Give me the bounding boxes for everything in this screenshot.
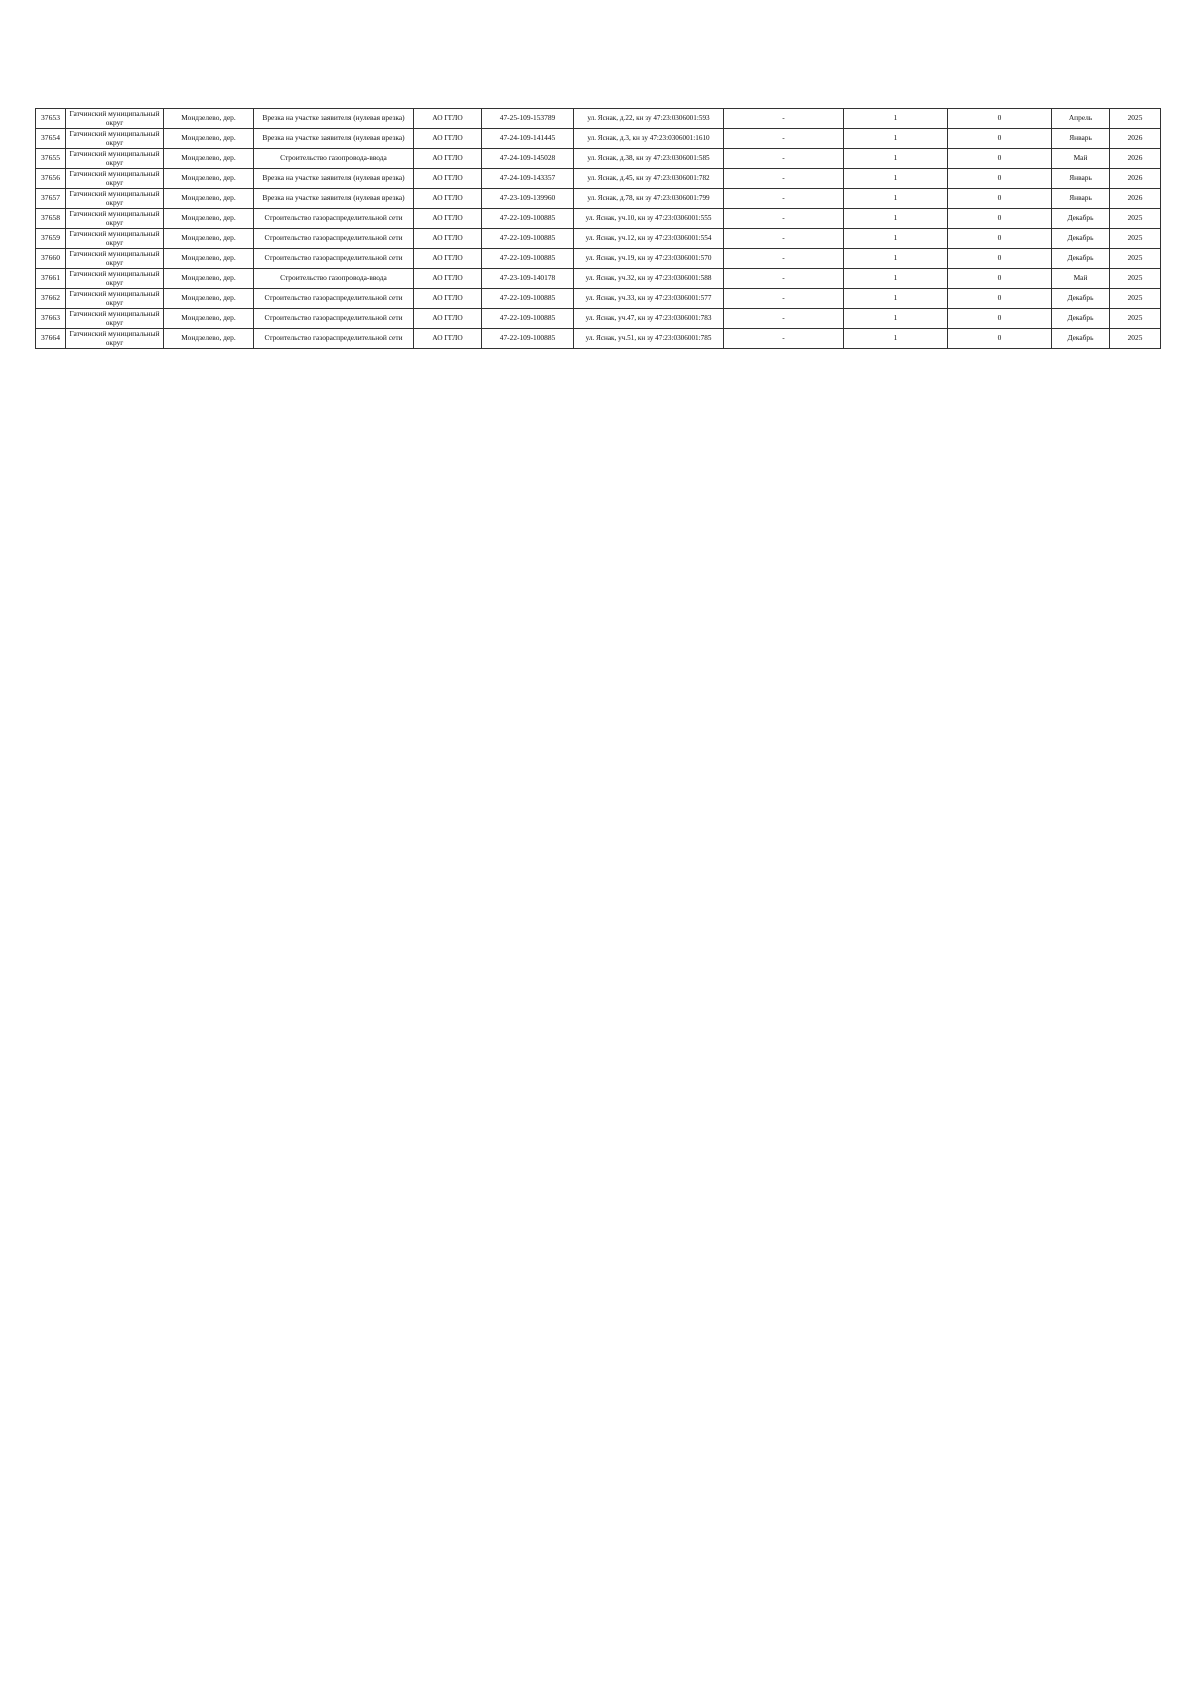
cell-organization: АО ГГЛО [414,269,482,289]
cell-settlement: Мондзелево, дер. [164,329,254,349]
cell-month: Январь [1052,169,1110,189]
cell-organization: АО ГГЛО [414,209,482,229]
cell-house-number: - [724,189,844,209]
document-page [35,108,1160,349]
cell-house-number: - [724,289,844,309]
cell-application-number: 47-24-109-145028 [482,149,574,169]
cell-work-type: Врезка на участке заявителя (нулевая врезка) [254,169,414,189]
cell-year: 2026 [1110,169,1161,189]
cell-row-number: 37661 [36,269,66,289]
cell-year: 2026 [1110,189,1161,209]
cell-work-type: Строительство газопровода-ввода [254,269,414,289]
cell-count-b: 0 [948,169,1052,189]
table-row [36,229,1161,249]
cell-organization: АО ГГЛО [414,129,482,149]
table-row [36,149,1161,169]
cell-application-number: 47-22-109-100885 [482,289,574,309]
cell-count-a: 1 [844,289,948,309]
cell-row-number: 37657 [36,189,66,209]
cell-house-number: - [724,149,844,169]
cell-settlement: Мондзелево, дер. [164,129,254,149]
cell-month: Январь [1052,189,1110,209]
cell-district: Гатчинский муниципальный округ [66,329,164,349]
cell-year: 2025 [1110,229,1161,249]
cell-year: 2026 [1110,149,1161,169]
cell-district: Гатчинский муниципальный округ [66,209,164,229]
cell-year: 2026 [1110,129,1161,149]
cell-work-type: Строительство газораспределительной сети [254,309,414,329]
cell-work-type: Врезка на участке заявителя (нулевая врезка) [254,189,414,209]
cell-address: ул. Яснак, уч.10, кн зу 47:23:0306001:555 [574,209,724,229]
cell-count-b: 0 [948,329,1052,349]
cell-month: Май [1052,269,1110,289]
table-row [36,169,1161,189]
table-row [36,189,1161,209]
table-body [36,109,1161,349]
table-row [36,129,1161,149]
cell-house-number: - [724,269,844,289]
cell-house-number: - [724,109,844,129]
cell-application-number: 47-25-109-153789 [482,109,574,129]
cell-year: 2025 [1110,109,1161,129]
cell-district: Гатчинский муниципальный округ [66,129,164,149]
cell-address: ул. Яснак, д.38, кн зу 47:23:0306001:585 [574,149,724,169]
table-row [36,309,1161,329]
cell-settlement: Мондзелево, дер. [164,229,254,249]
cell-application-number: 47-23-109-140178 [482,269,574,289]
cell-house-number: - [724,309,844,329]
cell-district: Гатчинский муниципальный округ [66,229,164,249]
cell-organization: АО ГГЛО [414,249,482,269]
cell-count-b: 0 [948,229,1052,249]
cell-month: Декабрь [1052,229,1110,249]
cell-house-number: - [724,329,844,349]
cell-year: 2025 [1110,309,1161,329]
cell-year: 2025 [1110,329,1161,349]
cell-count-b: 0 [948,109,1052,129]
cell-application-number: 47-22-109-100885 [482,209,574,229]
cell-settlement: Мондзелево, дер. [164,149,254,169]
table-row [36,249,1161,269]
cell-row-number: 37664 [36,329,66,349]
cell-count-a: 1 [844,149,948,169]
cell-count-b: 0 [948,309,1052,329]
cell-settlement: Мондзелево, дер. [164,209,254,229]
cell-work-type: Врезка на участке заявителя (нулевая врезка) [254,109,414,129]
cell-count-b: 0 [948,269,1052,289]
cell-month: Декабрь [1052,309,1110,329]
cell-organization: АО ГГЛО [414,169,482,189]
cell-application-number: 47-22-109-100885 [482,309,574,329]
cell-count-a: 1 [844,209,948,229]
cell-district: Гатчинский муниципальный округ [66,269,164,289]
cell-application-number: 47-24-109-143357 [482,169,574,189]
cell-address: ул. Яснак, уч.12, кн зу 47:23:0306001:554 [574,229,724,249]
cell-district: Гатчинский муниципальный округ [66,189,164,209]
cell-row-number: 37655 [36,149,66,169]
cell-count-a: 1 [844,309,948,329]
cell-address: ул. Яснак, уч.19, кн зу 47:23:0306001:570 [574,249,724,269]
data-table [35,108,1161,349]
table-row [36,269,1161,289]
cell-month: Декабрь [1052,249,1110,269]
cell-settlement: Мондзелево, дер. [164,289,254,309]
cell-row-number: 37658 [36,209,66,229]
cell-house-number: - [724,249,844,269]
cell-organization: АО ГГЛО [414,289,482,309]
cell-month: Январь [1052,129,1110,149]
cell-row-number: 37656 [36,169,66,189]
cell-district: Гатчинский муниципальный округ [66,289,164,309]
cell-address: ул. Яснак, уч.32, кн зу 47:23:0306001:588 [574,269,724,289]
cell-settlement: Мондзелево, дер. [164,249,254,269]
cell-count-b: 0 [948,249,1052,269]
cell-work-type: Строительство газораспределительной сети [254,329,414,349]
cell-application-number: 47-22-109-100885 [482,329,574,349]
cell-row-number: 37660 [36,249,66,269]
cell-district: Гатчинский муниципальный округ [66,109,164,129]
cell-count-a: 1 [844,109,948,129]
cell-count-a: 1 [844,249,948,269]
cell-year: 2025 [1110,269,1161,289]
cell-house-number: - [724,169,844,189]
cell-district: Гатчинский муниципальный округ [66,249,164,269]
cell-address: ул. Яснак, д.3, кн зу 47:23:0306001:1610 [574,129,724,149]
cell-work-type: Строительство газораспределительной сети [254,209,414,229]
cell-address: ул. Яснак, д.78, кн зу 47:23:0306001:799 [574,189,724,209]
cell-row-number: 37653 [36,109,66,129]
cell-row-number: 37663 [36,309,66,329]
cell-count-a: 1 [844,169,948,189]
cell-month: Декабрь [1052,329,1110,349]
cell-district: Гатчинский муниципальный округ [66,169,164,189]
cell-settlement: Мондзелево, дер. [164,109,254,129]
cell-settlement: Мондзелево, дер. [164,169,254,189]
cell-organization: АО ГГЛО [414,189,482,209]
cell-organization: АО ГГЛО [414,109,482,129]
cell-district: Гатчинский муниципальный округ [66,309,164,329]
cell-organization: АО ГГЛО [414,149,482,169]
cell-count-b: 0 [948,129,1052,149]
cell-row-number: 37659 [36,229,66,249]
table-row [36,209,1161,229]
cell-address: ул. Яснак, д.45, кн зу 47:23:0306001:782 [574,169,724,189]
cell-organization: АО ГГЛО [414,329,482,349]
cell-organization: АО ГГЛО [414,229,482,249]
cell-year: 2025 [1110,289,1161,309]
cell-work-type: Строительство газопровода-ввода [254,149,414,169]
cell-house-number: - [724,209,844,229]
cell-month: Май [1052,149,1110,169]
cell-count-b: 0 [948,209,1052,229]
table-row [36,289,1161,309]
cell-count-a: 1 [844,329,948,349]
cell-organization: АО ГГЛО [414,309,482,329]
cell-settlement: Мондзелево, дер. [164,189,254,209]
cell-district: Гатчинский муниципальный округ [66,149,164,169]
table-row [36,329,1161,349]
cell-work-type: Строительство газораспределительной сети [254,249,414,269]
cell-work-type: Врезка на участке заявителя (нулевая врезка) [254,129,414,149]
cell-month: Декабрь [1052,209,1110,229]
cell-count-b: 0 [948,149,1052,169]
cell-application-number: 47-23-109-139960 [482,189,574,209]
cell-month: Апрель [1052,109,1110,129]
cell-house-number: - [724,129,844,149]
cell-row-number: 37654 [36,129,66,149]
cell-count-b: 0 [948,289,1052,309]
cell-work-type: Строительство газораспределительной сети [254,289,414,309]
cell-count-b: 0 [948,189,1052,209]
cell-count-a: 1 [844,189,948,209]
cell-address: ул. Яснак, уч.51, кн зу 47:23:0306001:785 [574,329,724,349]
cell-settlement: Мондзелево, дер. [164,269,254,289]
cell-house-number: - [724,229,844,249]
cell-application-number: 47-22-109-100885 [482,229,574,249]
cell-year: 2025 [1110,209,1161,229]
cell-settlement: Мондзелево, дер. [164,309,254,329]
cell-address: ул. Яснак, д.22, кн зу 47:23:0306001:593 [574,109,724,129]
cell-work-type: Строительство газораспределительной сети [254,229,414,249]
cell-year: 2025 [1110,249,1161,269]
cell-month: Декабрь [1052,289,1110,309]
cell-address: ул. Яснак, уч.47, кн зу 47:23:0306001:783 [574,309,724,329]
cell-application-number: 47-22-109-100885 [482,249,574,269]
table-row [36,109,1161,129]
cell-count-a: 1 [844,229,948,249]
cell-address: ул. Яснак, уч.33, кн зу 47:23:0306001:577 [574,289,724,309]
cell-count-a: 1 [844,269,948,289]
cell-count-a: 1 [844,129,948,149]
cell-application-number: 47-24-109-141445 [482,129,574,149]
cell-row-number: 37662 [36,289,66,309]
